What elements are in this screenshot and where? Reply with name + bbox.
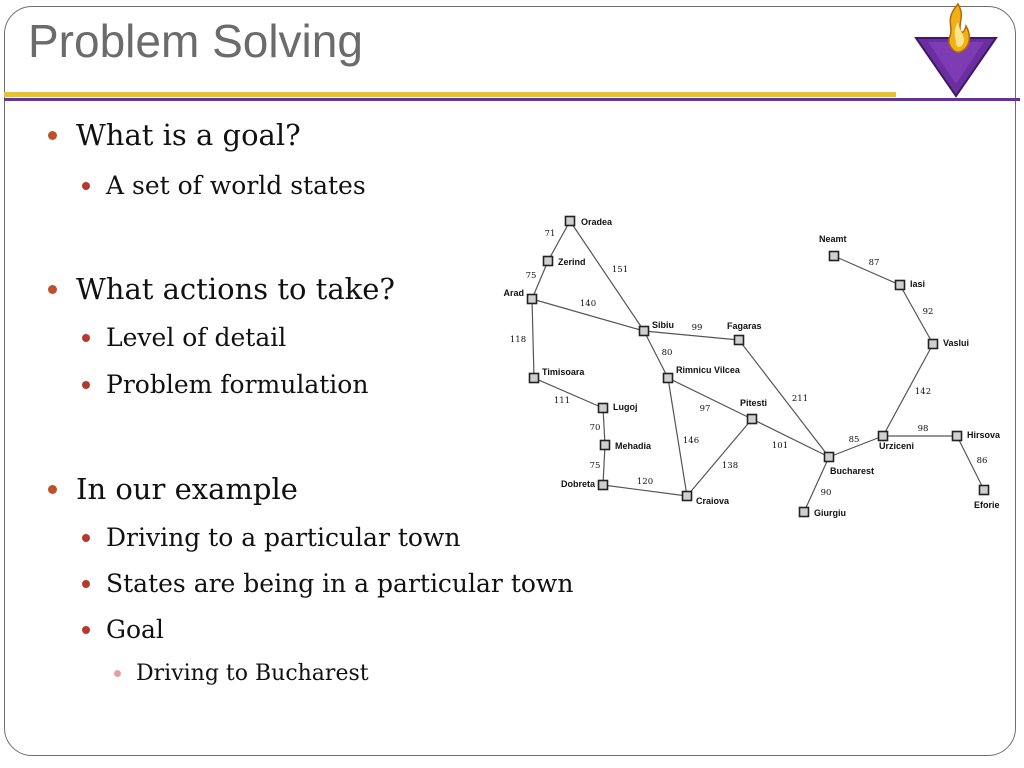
city-label: Fagaras [727, 321, 762, 331]
city-urziceni [879, 432, 915, 452]
city-label: Eforie [974, 500, 1000, 510]
city-label: Lugoj [613, 402, 638, 412]
city-node-marker [530, 374, 539, 383]
distance-label: 99 [691, 323, 703, 333]
road-oradea-sibiu [570, 221, 644, 331]
bullet-goal [106, 615, 164, 644]
city-timisoara [530, 367, 586, 383]
road-bucharest-giurgiu [804, 457, 829, 512]
distance-label: 120 [636, 477, 654, 487]
bullet-dot [48, 485, 57, 494]
city-label: Mehadia [615, 441, 652, 451]
city-oradea [566, 217, 614, 228]
city-node-marker [601, 441, 610, 450]
city-pitesti [740, 398, 767, 424]
city-label: Arad [503, 288, 524, 298]
distance-labels-layer [510, 229, 988, 498]
distance-label: 92 [922, 307, 934, 317]
city-fagaras [727, 321, 762, 345]
bullet-driving-town [106, 523, 460, 552]
city-node-marker [566, 217, 575, 226]
city-bucharest [825, 453, 875, 477]
city-node-marker [664, 374, 673, 383]
city-arad [503, 288, 536, 304]
distance-label: 87 [868, 258, 880, 268]
flame-triangle-logo-icon [914, 0, 998, 100]
city-vaslui [929, 338, 970, 349]
city-craiova [683, 492, 731, 507]
city-label: Sibiu [652, 320, 674, 330]
title-underline-purple [4, 98, 1020, 101]
road-craiova-pitesti [687, 419, 752, 496]
city-dobreta [561, 479, 608, 490]
distance-label: 101 [771, 441, 789, 451]
city-node-marker [800, 508, 809, 517]
road-iasi-neamt [834, 256, 900, 285]
distance-label: 86 [976, 456, 988, 466]
city-label: Oradea [581, 217, 613, 227]
bullet-problem-formulation [106, 370, 368, 399]
distance-label: 111 [553, 396, 571, 406]
bullet-dot [82, 580, 90, 588]
city-zerind [544, 257, 586, 268]
city-iasi [896, 279, 926, 290]
city-node-marker [528, 295, 537, 304]
bullet-text: What is a goal? [76, 118, 301, 152]
city-label: Giurgiu [814, 508, 846, 518]
city-node-marker [683, 492, 692, 501]
city-label: Iasi [910, 279, 926, 289]
bullet-dot [82, 334, 90, 342]
road-oradea-zerind [548, 221, 570, 261]
distance-label: 71 [544, 229, 556, 239]
bullet-text: Goal [106, 615, 164, 644]
city-node-marker [879, 432, 888, 441]
city-label: Craiova [696, 496, 730, 506]
city-label: Urziceni [879, 441, 915, 451]
city-eforie [974, 486, 1000, 511]
distance-label: 138 [721, 461, 739, 471]
bullet-text: Driving to Bucharest [136, 661, 369, 686]
distance-label: 90 [820, 488, 832, 498]
distance-label: 98 [917, 424, 929, 434]
city-node-marker [929, 340, 938, 349]
city-label: Neamt [819, 234, 847, 244]
bullet-actions-question [76, 272, 395, 306]
distance-label: 80 [661, 348, 673, 358]
city-node-marker [748, 415, 757, 424]
bullet-level-of-detail [106, 323, 286, 352]
bullet-text: A set of world states [106, 171, 366, 200]
city-label: Timisoara [542, 367, 585, 377]
city-node-marker [825, 453, 834, 462]
cities-layer [503, 217, 1001, 519]
bullet-dot [82, 626, 90, 634]
bullet-text: Problem formulation [106, 370, 369, 399]
distance-label: 75 [589, 461, 601, 471]
city-label: Zerind [558, 257, 586, 267]
city-label: Dobreta [560, 479, 595, 489]
city-giurgiu [800, 508, 847, 519]
bullet-world-states [106, 171, 366, 200]
road-mehadia-dobreta [603, 445, 605, 485]
bullet-dot [48, 131, 57, 140]
city-label: Vaslui [943, 338, 970, 348]
city-label: Hirsova [967, 430, 1001, 440]
city-hirsova [953, 430, 1002, 441]
distance-label: 75 [525, 271, 537, 281]
city-node-marker [544, 257, 553, 266]
city-node-marker [599, 404, 608, 413]
distance-label: 97 [699, 404, 711, 414]
city-node-marker [599, 481, 608, 490]
bullet-text: Level of detail [106, 323, 287, 352]
city-label: Rimnicu Vilcea [676, 365, 740, 375]
city-node-marker [953, 432, 962, 441]
city-label: Pitesti [740, 398, 768, 408]
bullet-our-example [76, 472, 298, 506]
bullet-dot [82, 182, 90, 190]
distance-label: 140 [579, 299, 597, 309]
city-rimnicu [664, 365, 741, 383]
city-node-marker [896, 281, 905, 290]
city-lugoj [599, 402, 638, 413]
city-node-marker [980, 486, 989, 495]
page-title: Problem Solving [28, 15, 363, 67]
distance-label: 70 [589, 423, 601, 433]
city-node-marker [830, 252, 839, 261]
bullet-states [106, 569, 573, 598]
distance-label: 118 [509, 335, 527, 345]
bullet-dot [82, 534, 90, 542]
distance-label: 142 [914, 387, 932, 397]
distance-label: 146 [682, 436, 700, 446]
bullet-driving-bucharest [136, 661, 369, 686]
road-lugoj-mehadia [603, 408, 605, 445]
city-label: Bucharest [830, 466, 875, 476]
city-node-marker [640, 327, 649, 336]
bullet-text: States are being in a particular town [106, 569, 574, 598]
bullet-dot [82, 381, 90, 389]
city-node-marker [735, 336, 744, 345]
distance-label: 85 [848, 435, 860, 445]
title-underline-gold [4, 92, 896, 97]
road-arad-timisoara [532, 299, 534, 378]
bullet-text: In our example [76, 472, 298, 506]
romania-road-map [490, 205, 1020, 525]
road-pitesti-bucharest [752, 419, 829, 457]
bullet-text: What actions to take? [76, 272, 395, 306]
city-neamt [819, 234, 847, 261]
bullet-text: Driving to a particular town [106, 523, 461, 552]
bullet-dot [114, 670, 121, 677]
distance-label: 151 [611, 265, 629, 275]
distance-label: 211 [791, 394, 809, 404]
bullet-goal-question [76, 118, 301, 152]
bullet-dot [48, 285, 57, 294]
city-mehadia [601, 441, 653, 452]
